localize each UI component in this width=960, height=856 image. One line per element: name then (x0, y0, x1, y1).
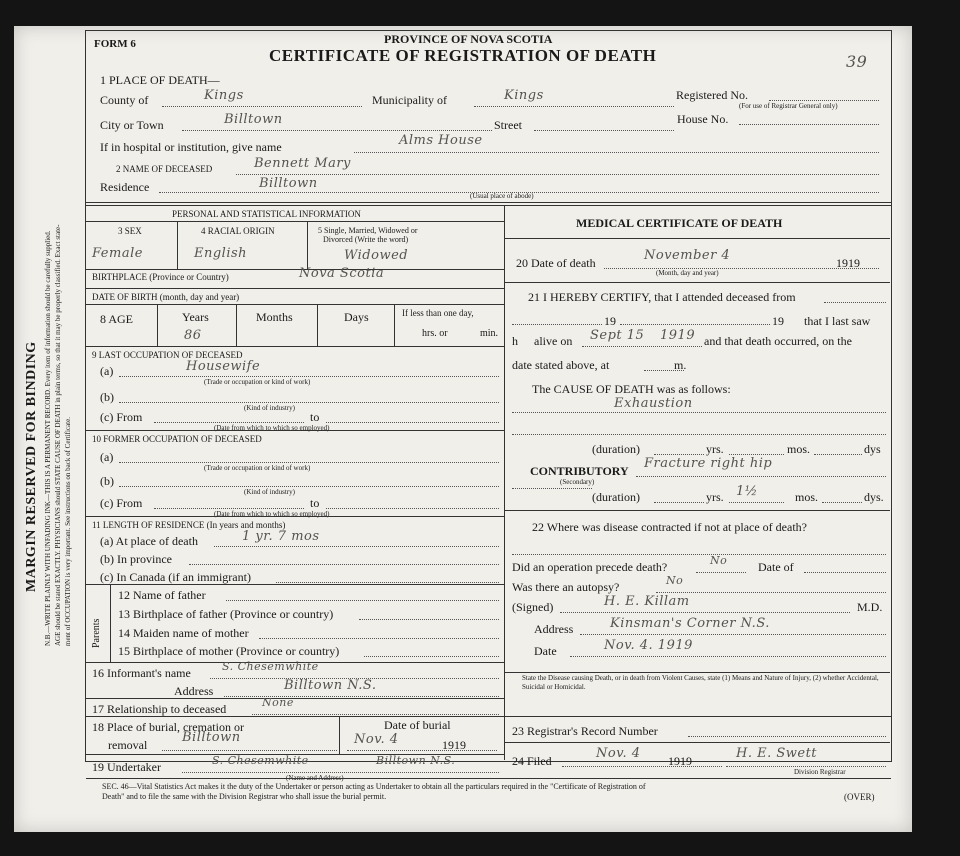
dod-label: 20 Date of death (516, 256, 596, 270)
cause-value: Exhaustion (614, 396, 693, 411)
mother-name-label: 14 Maiden name of mother (118, 626, 249, 640)
date-above-text: date stated above, at (512, 358, 610, 372)
signed-label: (Signed) (512, 600, 554, 614)
former-occ-c: (c) From (100, 496, 143, 510)
operation-question: Did an operation precede death? (512, 560, 668, 574)
former-date-note: (Date from which to which so employed) (214, 510, 330, 518)
abode-note: (Usual place of abode) (470, 192, 534, 200)
personal-heading: PERSONAL AND STATISTICAL INFORMATION (172, 209, 361, 219)
undertaker-address: Billtown N.S. (376, 754, 456, 767)
form-number: FORM 6 (94, 38, 136, 50)
last-industry-note: (Kind of industry) (244, 404, 295, 412)
father-birthplace-label: 13 Birthplace of father (Province or country) (118, 607, 334, 621)
margin-note-2: AGE should be stated EXACTLY. PHYSICIANS should STATE CAUSE OF DEATH in plain terms, so that it may be properly classified. Exact state- (54, 224, 62, 646)
residence-value: Billtown (259, 176, 318, 191)
registrar-note: (For use of Registrar General only) (739, 102, 838, 110)
informant-value: S. Chesemwhite (222, 660, 319, 673)
secondary-note: (Secondary) (560, 478, 595, 486)
former-trade-note: (Trade or occupation or kind of work) (204, 464, 311, 472)
date-of-label: Date of (758, 560, 794, 574)
name-label: 2 NAME OF DECEASED (116, 164, 213, 174)
last-date-note: (Date from which to which so employed) (214, 424, 330, 432)
contributory-value: Fracture right hip (644, 456, 773, 471)
municipality-value: Kings (504, 88, 544, 103)
in-province-label: (b) In province (100, 552, 172, 566)
burial-label: 18 Place of burial, cremation or (92, 720, 244, 734)
dod-year: 1919 (836, 256, 860, 270)
certify-19-b: 19 (772, 314, 784, 328)
former-occupation-label: 10 FORMER OCCUPATION OF DECEASED (92, 434, 262, 444)
residence-label: Residence (100, 180, 150, 194)
page-title: CERTIFICATE OF REGISTRATION OF DEATH (269, 46, 657, 65)
burial-year: 1919 (442, 738, 466, 752)
division-registrar-note: Division Registrar (794, 768, 846, 776)
birthplace-label: BIRTHPLACE (Province or Country) (92, 272, 229, 282)
burial-date-label: Date of burial (384, 718, 451, 732)
medical-heading: MEDICAL CERTIFICATE OF DEATH (576, 216, 783, 230)
at-place-label: (a) At place of death (100, 534, 198, 548)
lessday-label: If less than one day, (402, 308, 474, 318)
age-years-value: 86 (184, 328, 202, 343)
years-label: Years (182, 310, 209, 324)
last-occ-a: (a) (100, 364, 114, 378)
residence-length-heading: 11 LENGTH OF RESIDENCE (In years and months) (92, 520, 286, 530)
age-label: 8 AGE (100, 312, 133, 326)
alive-year: 1919 (660, 328, 696, 343)
former-occ-to: to (310, 496, 320, 510)
name-address-note: (Name and Address) (286, 774, 344, 782)
contrib-yrs: yrs. (706, 490, 724, 504)
alive-label: alive on (534, 334, 573, 348)
dob-label: DATE OF BIRTH (month, day and year) (92, 292, 240, 302)
autopsy-answer: No (666, 574, 684, 587)
violent-causes-note: State the Disease causing Death, or in death from Violent Causes, state (1) Means and Nature of Injury, (2) whether Accidental, Suicidal or Homicidal. (522, 674, 879, 691)
contrib-mos: mos. (795, 490, 819, 504)
cause-label: The CAUSE OF DEATH was as follows: (532, 382, 731, 396)
margin-note-1: N.B.—WRITE PLAINLY WITH UNFADING INK—THIS IS A PERMANENT RECORD. Every item of information should be carefully supplied. (44, 230, 52, 646)
burial-date-value: Nov. 4 (354, 732, 399, 747)
city-label: City or Town (100, 118, 164, 132)
origin-label: 4 RACIAL ORIGIN (201, 226, 275, 236)
days-label: Days (344, 310, 369, 324)
contrib-dys: dys. (864, 490, 884, 504)
last-occ-c: (c) From (100, 410, 143, 424)
certify-text: 21 I HEREBY CERTIFY, that I attended deceased from (528, 290, 796, 304)
cause-duration: (duration) (592, 442, 640, 456)
disease-question: 22 Where was disease contracted if not at place of death? (532, 520, 807, 534)
city-value: Billtown (224, 112, 283, 127)
cause-dys: dys (864, 442, 881, 456)
hospital-value: Alms House (399, 133, 483, 148)
municipality-label: Municipality of (372, 93, 447, 107)
footer-over: (OVER) (844, 792, 875, 802)
former-industry-note: (Kind of industry) (244, 488, 295, 496)
hospital-label: If in hospital or institution, give name (100, 140, 282, 154)
record-number-label: 23 Registrar's Record Number (512, 724, 658, 738)
binding-margin-text: MARGIN RESERVED FOR BINDING (24, 341, 39, 592)
physician-address-label: Address (534, 622, 574, 636)
last-occupation-label: 9 LAST OCCUPATION OF DECEASED (92, 350, 243, 360)
last-occupation-value: Housewife (186, 359, 261, 374)
footer-sec-46-2: Death" and to file the same with the Division Registrar who shall issue the burial permit. (102, 792, 387, 801)
dod-value: November 4 (644, 248, 731, 263)
parents-side-label: Parents (91, 618, 102, 648)
hrs-label: hrs. or (422, 328, 448, 339)
origin-value: English (194, 246, 248, 261)
last-saw-text: that I last saw (804, 314, 871, 328)
informant-address-value: Billtown N.S. (284, 678, 377, 693)
dod-note: (Month, day and year) (656, 269, 719, 277)
burial-removal-label: removal (108, 738, 148, 752)
operation-answer: No (710, 554, 728, 567)
street-label: Street (494, 118, 522, 132)
undertaker-label: 19 Undertaker (92, 760, 161, 774)
informant-label: 16 Informant's name (92, 666, 191, 680)
father-name-label: 12 Name of father (118, 588, 206, 602)
sex-value: Female (92, 246, 143, 261)
filed-value: Nov. 4 (596, 746, 641, 761)
marital-value: Widowed (344, 248, 409, 263)
county-label: County of (100, 93, 149, 107)
marital-label: 5 Single, Married, Widowed or (318, 226, 418, 235)
alive-value: Sept 15 (590, 328, 645, 343)
cause-mos: mos. (787, 442, 811, 456)
last-trade-note: (Trade or occupation or kind of work) (204, 378, 311, 386)
county-value: Kings (204, 88, 244, 103)
h-label: h (512, 334, 518, 348)
informant-address-label: Address (174, 684, 214, 698)
contrib-duration: (duration) (592, 490, 640, 504)
signed-value: H. E. Killam (604, 594, 690, 609)
province-heading: PROVINCE OF NOVA SCOTIA (384, 32, 553, 46)
mother-birthplace-label: 15 Birthplace of mother (Province or country) (118, 644, 340, 658)
sex-label: 3 SEX (118, 226, 142, 236)
former-occ-b: (b) (100, 474, 114, 488)
place-heading: 1 PLACE OF DEATH— (100, 73, 220, 87)
registrar-signature: H. E. Swett (736, 746, 818, 761)
house-label: House No. (677, 112, 729, 126)
name-value: Bennett Mary (254, 156, 351, 171)
undertaker-value: S. Chesemwhite (212, 754, 309, 767)
burial-place-value: Billtown (182, 730, 241, 745)
m-label: m. (674, 358, 687, 372)
at-place-value: 1 yr. 7 mos (242, 529, 320, 544)
md-label: M.D. (857, 600, 883, 614)
physician-address-value: Kinsman's Corner N.S. (610, 616, 770, 631)
physician-date-value: Nov. 4. 1919 (604, 638, 693, 653)
filed-label: 24 Filed (512, 754, 552, 768)
certify-19-a: 19 (604, 314, 616, 328)
certificate-number: 39 (846, 52, 868, 71)
contributory-label: CONTRIBUTORY (530, 464, 629, 478)
in-canada-label: (c) In Canada (if an immigrant) (100, 570, 251, 584)
death-occurred-text: and that death occurred, on the (704, 334, 852, 348)
birthplace-value: Nova Scotia (299, 266, 385, 281)
relationship-value: None (262, 696, 294, 709)
registered-label: Registered No. (676, 88, 748, 102)
autopsy-question: Was there an autopsy? (512, 580, 620, 594)
cause-yrs: yrs. (706, 442, 724, 456)
footer-sec-46: SEC. 46—Vital Statistics Act makes it the duty of the Undertaker or person acting as Undertaker to obtain all the particulars required in the "Certificate of Registration of (102, 782, 646, 791)
last-occ-to: to (310, 410, 320, 424)
margin-note-3: ment of OCCUPATION is very important. See instructions on back of Certificate. (64, 417, 72, 646)
marital-label-2: Divorced (Write the word) (323, 235, 409, 244)
filed-year: 1919 (668, 754, 692, 768)
months-label: Months (256, 310, 293, 324)
min-label: min. (480, 328, 499, 339)
relationship-label: 17 Relationship to deceased (92, 702, 227, 716)
certificate-sheet (14, 26, 912, 832)
former-occ-a: (a) (100, 450, 114, 464)
last-occ-b: (b) (100, 390, 114, 404)
contrib-yrs-value: 1½ (736, 484, 758, 499)
physician-date-label: Date (534, 644, 557, 658)
